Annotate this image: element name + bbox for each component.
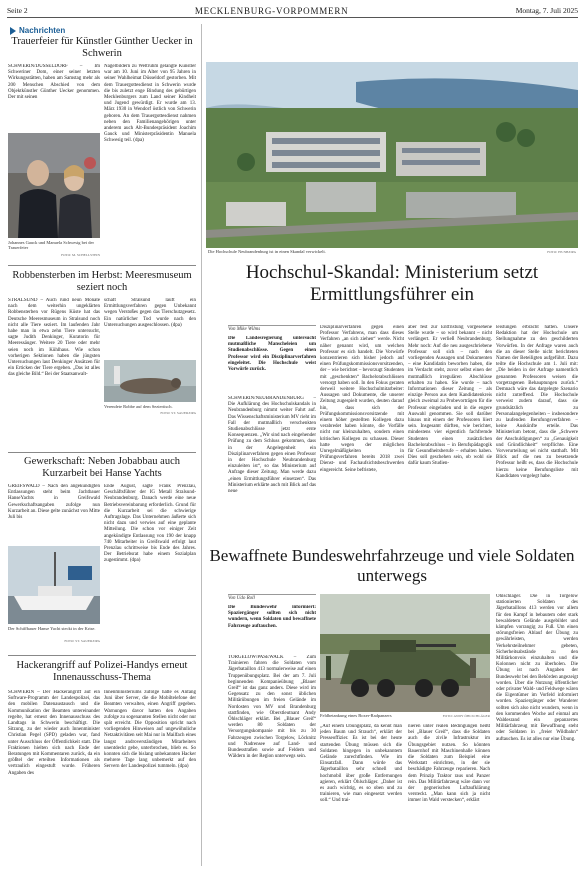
article-robben-title: Robbensterben im Herbst: Meeresmuseum seziert noch — [12, 270, 192, 293]
photo-hochschule — [206, 62, 578, 248]
article-robben-col2: schaft Stralsund läuft ein Ermittlungsverfahren gegen Unbekannt wegen Verstoßes gegen das Tierschutzgesetz. Ein natürlicher Tod wurde nach den Untersuchungen ausgeschlossen. (dpa) — [104, 298, 196, 328]
photo-robbe — [104, 360, 196, 402]
caption-radpanzer: Feldbetankung eines Boxer-Radpanzers — [320, 713, 392, 718]
caption-hochschule: Die Hochschule Neubrandenburg ist in einen Skandal verwickelt. — [208, 249, 326, 254]
credit-hanse: FOTO: ST. SAUER/DPA — [64, 639, 100, 643]
article-bundeswehr-col2: „Auf einem Übungsplatz, da kennt man jeden Baum und Strauch“, erklärt der Presseoffizier. Es ist bei der heute startenden Übung müssen sich die Soldaten hingegen in unbekanntem Gelände zurechtfinden. Wie im Einsatzfall. Dann würde das Jägerbataillon sehr schnell und hochmobil über große Entfernungen agieren, erklärt Öhlschläger. „Daher ist es auch wichtig, es so oben und zu trainieren, wie man eingesetzt werden soll.“ Und trai- — [320, 724, 402, 804]
article-bundeswehr-col4: Öhlschläger. Die in Torgelow stationierten Soldaten des Jägerbataillons 413 werden vor allem für den Kampf in bebautem oder stark bewaldetem Gelände ausgebildet und kämpfen vorrangig zu Fuß. Um einen störungsfreien Ablauf der Übung zu gewährleisten, werden Verkehrsteilnehmer gebeten, Sicherheitsabstände zu den Militärkonvois einzuhalten und die Kolonnen nicht zu überholen. Die Übung ist nach Angaben der Bundeswehr bei den Behörden angezeigt worden. Über die Nutzung öffentlicher oder privater Wald- und Feldwege wären die Eigentümer im Vorfeld informiert worden. Spaziergänger oder Wanderer sollten sich also nicht wundern, wenn in den kommenden Woche auf einmal am Waldesrand ein gepanzertes Militärfahrzeug mit Bewaffnung steht oder Soldaten in „freier Wildbahn“ auftauchen. Es ist alles nur eine Übung. — [496, 594, 578, 742]
article-hacker-col2: Innenministeriums zufolge hatte es Anfang Juni über Server, die die Mobiltelefone der Beamten verwalten, einen Angriff gegeben. Warnungen davor hatten den Angaben zufolge zu sogenannten Stellen nicht oder nur spät erreicht. Die Opposition spricht nach vorliegenden Hinweisen auf ungewöhnliche Netzaktivitäten seit Mai nur in Mailfach eines langst androverständigen Mitarbeiters unentdeckt gebe, unterbrochen, blieb es. So konnten sich die bislang unbekannten Hacker mehrere Tage lang unbemerkt auf den Servern der Landespolizei tummeln. (dpa) — [104, 690, 196, 770]
divider — [8, 655, 196, 656]
nachrichten-label: Nachrichten — [10, 26, 65, 35]
article-uecker-col1: SCHWERIN/DÜSSELDORF – Im Schweriner Dom, einer seiner letzten Wirkungsstätten, haben am Samstag mehr als 200 Menschen Abschied von dem Objektkünstler Günther Uecker genommen. Der mit seinen — [8, 64, 100, 101]
divider — [8, 265, 196, 266]
article-robben-col1: STRALSUND – Auch rund neun Monate nach dem weiterhin ungeklärten Robbensterben vor Rügens Küste hat das Deutsche Meeresmuseum in Stralsund noch nicht alle Tiere seziert. Im laufenden Jahr habe man in etwa zehn Tiere untersucht, sagte Judith Denkinger, Kuratorin für Meeressäuger. Weitere 20 Tiere oder mehr seien noch im Kühlhaus. Wie schon vorherigen Sektionen haben die jüngsten Untersuchungen laut Denkinger Ansätzen für ein Erticken der Tiere ergeben. „Das ist alles das gleiche Bild.“ Bei der Staatsanwalt- — [8, 298, 100, 378]
caption-robbe: Verendete Robbe auf dem Seziertisch. — [104, 404, 173, 409]
article-hanse-col1: GREIFSWALD – Nach den angekündigten Entlassungen steht beim Jachtbauer HanseYachts in Greifswald Gewerkschaftsangaben zufolge nun Kurzarbeit an. Diese gelte zunächst von Mitte Juli bis — [8, 484, 100, 521]
triangle-icon — [10, 27, 16, 35]
article-hochschule-lead: Die Landesregierung untersucht mutmaßliche Manscheleien um Studienabschlüsse. Gegen einen Professor wird ein Disziplinarverfahren eingeleitet. Die Hochschule weist Vorwürfe zurück. — [228, 336, 316, 373]
credit-trauerfeier: FOTO: M. SCHELLSTEIN — [61, 253, 100, 257]
article-uecker-col2: Nagelbildern zu Weltruhm gelangte Künstler war am 10. Juni im Alter von 95 Jahren in seiner Wahlheimat Düsseldorf gestorben. Mit dem Trauergottesdienst in Schwerin wurde die bis zuletzt enge Bindung des gebürtigen Mecklenburgers zum Land seiner Kindheit und Jugend gewürdigt. Er wurde am 13. März 1930 in Wendorf östlich von Schwerin geboren. An dem Trauergottesdienst nahmen neben den Familienangehörigen unter anderem auch Alt-Bundespräsident Joachim Gauck und Ministerpräsidentin Manuela Schwesig teil. (dpa) — [104, 64, 196, 144]
article-bundeswehr-byline: Von Udo Roll — [228, 594, 316, 601]
article-bundeswehr-col1: TORGELOW/PASEWALK – Zum Trainieren fahren die Soldaten vom Jägerbataillon 413 normalerweise auf einen Truppenübungsplatz. Bei der am 7. Juli beginnenden Kompanieübung „Blauer Greif“ ist das ganz anders. Diese wird im Gegensatz zu den sonst üblichen Militärübungen im freien Gelände im Nordosten von MV und Brandenburg stattfinden, wie Oberstleutnant Andy Öhlschläger erklärt. Bei „Blauer Greif“ werden 80 Soldaten der Versorgungskompanie mit bis zu 30 Fahrzeugen zwischen Torgelow, Löcknitz und Nadrensee auf Land- und Bundesstraßen sowie auf Feldern und Wäldern in der Region unterwegs sein. — [228, 655, 316, 760]
column-divider — [201, 24, 202, 866]
photo-trauerfeier — [8, 133, 100, 238]
article-bundeswehr-lead: Die Bundeswehr informiert: Spaziergänger sollten sich nicht wundern, wenn Soldaten und bewaffnete Fahrzeuge auftauchen. — [228, 605, 316, 629]
photo-radpanzer — [320, 594, 490, 712]
credit-robbe: FOTO: ST. SAUER/DPA — [160, 411, 196, 415]
article-hochschule-col2: Disziplinarverfahren gegen einen Professor Verfahrens, man dass dieses Verfahren „an sich ziehen“ werde. Nicht näher genannt wird, um welchen Professor es sich handelt. Die Vorwürfe konzentrieren sich bisher jedoch auf einen Prüfungskommissionsvorsitzenden, der – wie berichtet – bevorzugt Studenten mit „geschenkten“ Bachelorabschlüssen versorgt haben soll. In den Fokus geraten derweil weitere Hochschulmitarbeiter: Aussagen und Dokumente, die unserer Zeitung zugespielt wurden, deuten darauf hin, dass sich der Prüfungskommissionsvorsitzende mit einem höher gestellten Kollegen dazu verabredet haben könnte, die Vorfälle nicht nur kleinzuhalten, sondern einen kritischen Kollegen zu schassen. Dieser hatte wegen der möglichen Unregelmäßigkeiten in Prüfungsverfahren bereits 2018 zwei Dienst- und Fachaufsichtsbeschwerden eingereicht. Seine befristete, — [320, 325, 404, 473]
caption-trauerfeier: Johannes Gauck und Manuela Schwesig bei der Trauerfeier — [8, 240, 94, 250]
article-hacker-col1: SCHWERIN – Der Hackerangriff auf ein Software-Programm der Landespolizei, das den mobilen Datenaustausch und die Kommunikation der Beamten untereinander regelte, hat erneut den Innenausschuss des Landtags in Schwerin beschäftigt. Die Sitzung, zu der wieder auch Innenminister Christian Pegel (SPD) geladen war, fand unter Ausschluss der Öffentlichkeit statt. Die Fraktionen hielten sich nach Ende der Beratungen mit Kommentaren zurück, da ein größtel der erteilten Informationen als vertraulich eingestuft wurde. Früheren Angaben des — [8, 690, 100, 776]
article-bundeswehr-title: Bewaffnete Bundeswehrfahrzeuge und viele Soldaten unterwegs — [209, 546, 575, 585]
caption-hanse: Der Schiffbauer Hanse Yacht steckt in der Krise. — [8, 626, 96, 631]
page-header — [7, 4, 578, 18]
section-title: MECKLENBURG-VORPOMMERN — [194, 5, 349, 16]
page-number: Seite 2 — [7, 6, 28, 15]
article-uecker-title: Trauerfeier für Künstler Günther Uecker in Schwerin — [11, 36, 193, 59]
credit-hochschule: FOTO: HS NB/DPA — [547, 250, 576, 254]
article-hanse-col2: Ende August, sagte Frank Prenzlau, Geschäftsführer der IG Metall Stralsund-Neubrandenburg. Danach werde eine neue Betriebsvereinbarung erforderlich. Grund für die Kurzarbeit sei die schwierige Auftragslage. Das Unternehmen äußerte sich nicht dazu und verwies auf eine geplante Mitteilung. Die schon vor einiger Zeit angekündigte Entlassung von 190 der knapp 740 Mitarbeiter in Greifswald erfolgt laut Prenzlau schrittweise bis Ende des Jahres. Der Betriebsrat habe einem Sozialplan zugestimmt. (dpa) — [104, 484, 196, 564]
photo-hanse-yacht — [8, 546, 100, 624]
article-hochschule-col1: SCHWERIN/NEUBRANDENBURG – Die Aufklärung des Hochschulskandals in Neubrandenburg nimmt weiter Fahrt auf. Das Wissenschaftsministerium MV rieht im Fall der mutmaßlich verschenkten Studienabschlüsse jetzt erste Konsequenzen. „Wir sind nach eingehender Prüfung zu dem Schluss gekommen, dass in der Angelegenheit ein Disziplinarverfahren gegen einen Professor in der Hochschule Neubrandenburg einzuleiten ist“, so das Ministerium auf Anfrage dieser Zeitung. Man werde dazu „einen Ermittlungsführer einsetzen“. Das Ministerium erklärte auch mit Blick auf das neue — [228, 396, 316, 495]
credit-radpanzer: FOTO: ANDY ÖHLSCHLÄGER — [442, 714, 490, 718]
article-hochschule-col4: leistungen erbracht hatten. Unsere Redaktion hat der Hochschule um Stellungnahme zu den geschilderten Vorwürfen. In der Anfrage waren auch die an dieser Stelle nicht berichteten Namen der Beteiligten aufgeführt. Dazu teilte die Hochschule am 1. Juli mit: „Die beiden in der Anfrage namentlich genannten Professoren weisen die vorgetragenen Behauptungen zurück.“ Demnach wäre das dargelegte Szenario nicht zutreffend. Die Hochschule verweist zudem darauf, dass sie grundsätzlich zu Personalangelegenheiten – insbesondere zu laufenden Berufungsverfahren – keine Auskünfte erteile. Das Ministerium betont, dass die „Schwere der Anschuldigungen“ zu „Genauigkeit und Gründlichkeit“ verpflichte. Eine Vorverurteilung sei nicht statthaft. Mit Blick auf die neu zu besetzende Professur heißt es, dass die Hochschule hierzu keine Berufungsliste mit Kandidaten vorgelegt habe. — [496, 325, 578, 479]
article-hanse-title: Gewerkschaft: Neben Jobabbau auch Kurzarbeit bei Hanse Yachts — [24, 456, 180, 479]
article-hochschule-title: Hochschul-Skandal: Ministerium setzt Ermittlungsführer ein — [245, 262, 539, 305]
article-bundeswehr-col3: nieren unter realen Bedingungen heißt bei „Blauer Greif“, dass die Soldaten auch die zivile Infrastruktur im Übungsgebiet nutzen. So könnten Bauernhof mit Maschinenhalle können die Soldaten zum Beispiel eine Werkstatt einrichten, in der sie beschädigte Fahrzeuge reparieren. Nach dem Prinzip Traktor raus und Panzer rein. Das Militärfahrzeug wäre dann vor der gegnerischen Luftaufklärung versteckt. „Man kann sich ja nicht immer im Wald verstecken“, erklärt — [408, 724, 490, 804]
page-date: Montag, 7. Juli 2025 — [515, 6, 578, 15]
article-hochschule-col3: aber fest zur Entfristung vorgesehene Stelle wurde – so wird bekannt – nicht verlängert. Er verließ Neubrandenburg. Mehr noch: Auf die neu ausgeschriebene Professur soll sich – nach den vorliegenden Aussagen und Dokumenten – eine Kandidatin beworben haben, die im Verdacht steht, zuvor selbst einen der mutmaßlich irregulären Abschlüsse erhalten zu haben. Sie wurde – nach Informationen dieser Zeitung – als einzige Person aus dem Kandidatenkreis gleich zweimal zu Probevorträgen für die Professur eingeladen und in die engere Auswahl genommen. Sie soll darüber hinaus mit einem der Professoren liiert sein. Insgesamt dürften, wie berichtet, mindestens vier eigentlich fachfremde Studenten einen zusätzlichen Bachelorabschluss – in Berufspädagogik für Gesundheitsberufe – erhalten haben. Dies soll geschehen sein, ob wohl sie dafür kaum Studien- — [408, 325, 492, 467]
divider — [8, 452, 196, 453]
article-hacker-title: Hackerangriff auf Polizei-Handys erneut Innenausschuss-Thema — [16, 660, 188, 683]
article-hochschule-byline: Von Mike Wilms — [228, 325, 316, 332]
